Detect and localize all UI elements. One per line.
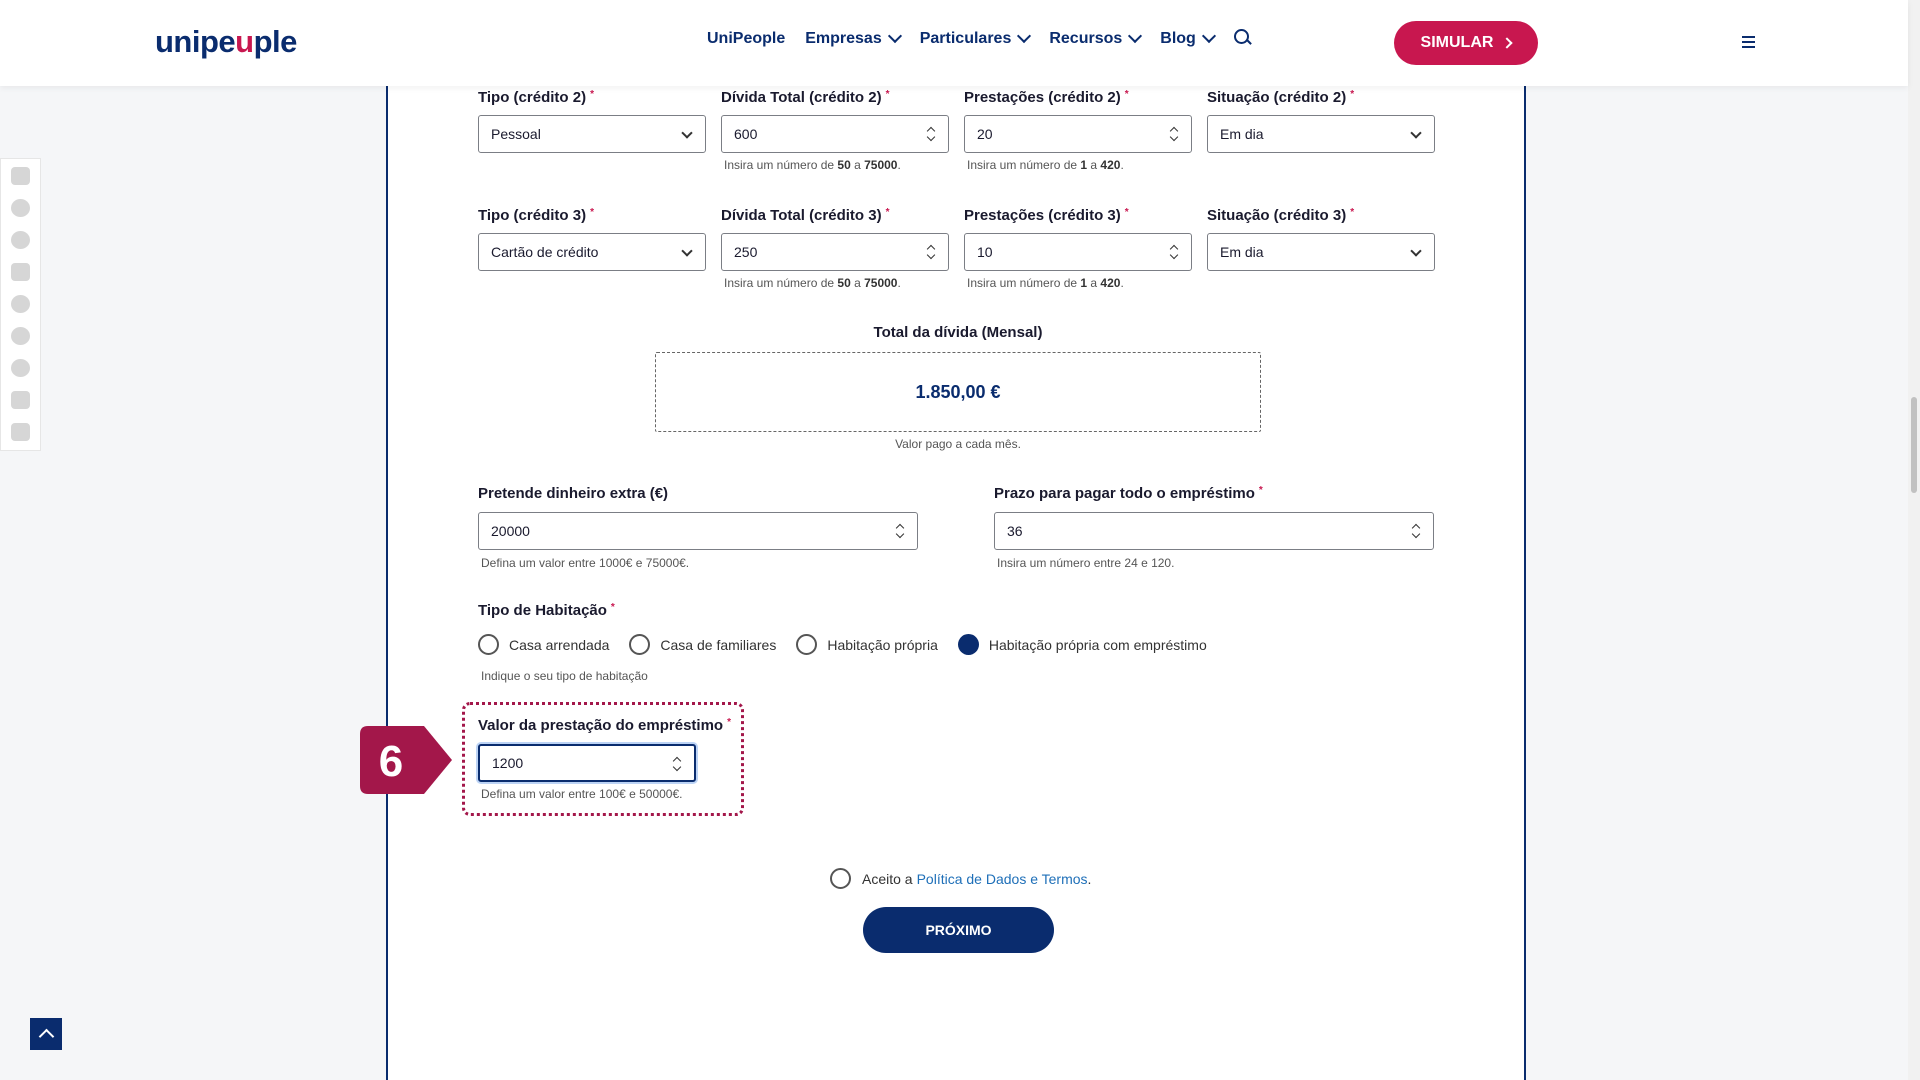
chevron-down-icon: [681, 245, 692, 256]
hamburger-menu-icon[interactable]: [1742, 36, 1755, 48]
share-bar: [0, 158, 41, 451]
tumblr-icon[interactable]: [11, 391, 30, 409]
spinner-icon[interactable]: [926, 125, 936, 143]
credit-3-status-select[interactable]: Em dia: [1207, 233, 1435, 271]
chevron-down-icon: [1410, 127, 1421, 138]
field-label: Tipo de Habitação *: [478, 602, 615, 619]
facebook-icon[interactable]: [11, 199, 30, 217]
credit-2-status-field: [1207, 89, 1354, 106]
loan-payment-input[interactable]: 1200: [478, 744, 696, 782]
page-scrollbar[interactable]: [1908, 0, 1920, 1080]
scrollbar-thumb[interactable]: [1911, 397, 1917, 493]
chevron-down-icon: [1128, 29, 1142, 43]
credit-3-type-select[interactable]: Cartão de crédito: [478, 233, 706, 271]
spinner-icon[interactable]: [895, 522, 905, 540]
spinner-icon[interactable]: [1169, 243, 1179, 261]
radio-casa-arrendada[interactable]: Casa arrendada: [478, 634, 609, 655]
nav-item-recursos[interactable]: Recursos: [1049, 30, 1140, 48]
credit-3-debt-field: [721, 207, 889, 224]
credit-2-status-select[interactable]: Em dia: [1207, 115, 1435, 153]
extra-money-help: Defina um valor entre 1000€ e 75000€.: [481, 556, 690, 570]
housing-radio-group: [478, 634, 1227, 655]
nav-item-unipeople[interactable]: UniPeople: [707, 30, 786, 47]
field-label: Tipo (crédito 3) *: [478, 207, 594, 224]
field-label: Dívida Total (crédito 3) *: [721, 207, 890, 224]
total-debt-value: 1.850,00 €: [655, 352, 1261, 432]
credit-2-debt-input[interactable]: 600: [721, 115, 949, 153]
housing-type-field: [478, 602, 615, 619]
field-label: Tipo (crédito 2) *: [478, 89, 594, 106]
housing-help: Indique o seu tipo de habitação: [481, 669, 648, 683]
form-card: [386, 86, 1526, 1080]
loan-payment-field: [478, 717, 731, 734]
simular-button[interactable]: SIMULAR: [1394, 21, 1538, 65]
credit-2-type-select[interactable]: Pessoal: [478, 115, 706, 153]
loan-term-input[interactable]: 36: [994, 512, 1434, 550]
logo[interactable]: unipeuple: [155, 24, 297, 59]
field-label: Dívida Total (crédito 2) *: [721, 89, 890, 106]
site-header: [0, 0, 1908, 86]
email-icon[interactable]: [11, 423, 30, 441]
field-label: Valor da prestação do empréstimo *: [478, 717, 731, 734]
chevron-right-icon: [1502, 37, 1513, 48]
credit-2-debt-field: [721, 89, 889, 106]
total-debt-title: Total da dívida (Mensal): [873, 324, 1043, 341]
step-badge: [360, 726, 456, 794]
skype-icon[interactable]: [11, 359, 30, 377]
chevron-down-icon: [1017, 29, 1031, 43]
privacy-terms-link[interactable]: Política de Dados e Termos: [916, 870, 1088, 887]
credit-2-type-field: [478, 89, 594, 106]
field-label: Prestações (crédito 3) *: [964, 207, 1129, 224]
consent-row: Aceito a Política de Dados e Termos .: [830, 868, 1091, 889]
field-label: Situação (crédito 3) *: [1207, 207, 1355, 224]
whatsapp-icon[interactable]: [11, 231, 30, 249]
nav-item-particulares[interactable]: Particulares: [920, 30, 1030, 48]
loan-term-field: [994, 485, 1263, 502]
credit-3-installments-input[interactable]: 10: [964, 233, 1192, 271]
chevron-down-icon: [1410, 245, 1421, 256]
field-help: Insira um número de 1 a 420.: [967, 276, 1124, 290]
credit-3-status-field: [1207, 207, 1354, 224]
field-label: Situação (crédito 2) *: [1207, 89, 1355, 106]
step-number: 6: [378, 737, 404, 786]
loan-term-help: Insira um número entre 24 e 120.: [997, 556, 1175, 570]
consent-checkbox[interactable]: [830, 868, 851, 889]
field-label: Pretende dinheiro extra (€): [478, 485, 669, 502]
linkedin-icon[interactable]: [11, 167, 30, 185]
nav-item-empresas[interactable]: Empresas: [805, 30, 900, 48]
field-label: Prestações (crédito 2) *: [964, 89, 1129, 106]
field-label: Prazo para pagar todo o empréstimo *: [994, 485, 1263, 502]
radio-habitacao-propria[interactable]: Habitação própria: [796, 634, 938, 655]
chevron-down-icon: [681, 127, 692, 138]
extra-money-input[interactable]: 20000: [478, 512, 918, 550]
field-help: Insira um número de 50 a 75000.: [724, 276, 901, 290]
radio-habitacao-propria-com-emprestimo[interactable]: Habitação própria com empréstimo: [958, 634, 1207, 655]
field-help: Insira um número de 1 a 420.: [967, 158, 1124, 172]
chevron-down-icon: [1202, 29, 1216, 43]
credit-3-type-field: [478, 207, 594, 224]
reddit-icon[interactable]: [11, 327, 30, 345]
nav-item-blog[interactable]: Blog: [1160, 30, 1214, 48]
spinner-icon[interactable]: [1411, 522, 1421, 540]
field-help: Insira um número de 50 a 75000.: [724, 158, 901, 172]
spinner-icon[interactable]: [672, 755, 682, 773]
next-button[interactable]: PRÓXIMO: [863, 907, 1054, 953]
spinner-icon[interactable]: [1169, 125, 1179, 143]
pinterest-icon[interactable]: [11, 295, 30, 313]
credit-3-debt-input[interactable]: 250: [721, 233, 949, 271]
spinner-icon[interactable]: [926, 243, 936, 261]
credit-2-installments-field: [964, 89, 1129, 106]
total-debt-help: Valor pago a cada mês.: [895, 437, 1021, 451]
credit-3-installments-field: [964, 207, 1129, 224]
radio-casa-de-familiares[interactable]: Casa de familiares: [629, 634, 776, 655]
credit-2-installments-input[interactable]: 20: [964, 115, 1192, 153]
chevron-down-icon: [888, 29, 902, 43]
back-to-top-button[interactable]: [30, 1018, 62, 1050]
twitter-icon[interactable]: [11, 263, 30, 281]
extra-money-field: [478, 485, 668, 502]
main-nav: [707, 30, 1252, 48]
loan-payment-help: Defina um valor entre 100€ e 50000€.: [481, 787, 683, 801]
search-icon[interactable]: [1234, 29, 1252, 47]
